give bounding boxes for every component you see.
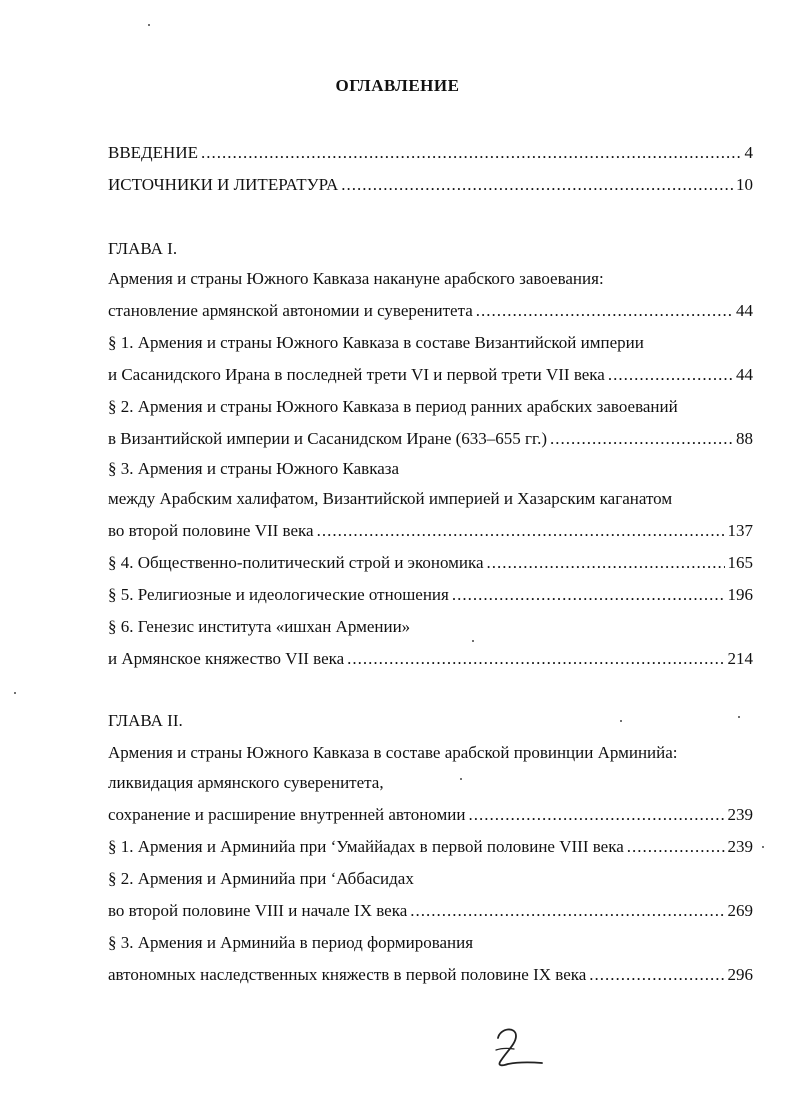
chapter-1-heading: ГЛАВА I. (108, 239, 178, 258)
toc-entry-ch1-s1[interactable] (108, 364, 753, 386)
scan-speck (620, 720, 622, 722)
toc-entry-sources[interactable] (108, 174, 753, 196)
toc-page-number: 239 (727, 805, 753, 824)
toc-page-number: 296 (727, 965, 753, 984)
dot-leader (550, 428, 733, 450)
toc-entry-text: автономных наследственных княжеств в первой половине IX века (108, 965, 587, 984)
toc-page-number: 214 (727, 649, 753, 668)
toc-entry-ch2-s3[interactable] (108, 964, 753, 986)
dot-leader (476, 300, 733, 322)
chapter-1-section-3-line: § 3. Армения и страны Южного Кавказа (108, 459, 400, 478)
handwritten-page-number (490, 1022, 550, 1072)
toc-entry-text: сохранение и расширение внутренней автономии (108, 805, 466, 824)
dot-leader (487, 552, 725, 574)
toc-page-number: 44 (736, 365, 753, 384)
scan-speck (738, 716, 740, 718)
toc-entry-introduction[interactable] (108, 142, 753, 164)
toc-page-number: 88 (736, 429, 753, 448)
chapter-2-section-2-line: § 2. Армения и Арминийа при ‘Аббасидах (108, 869, 414, 888)
toc-entry-text: § 1. Армения и Арминийа при ‘Умаййадах в первой половине VIII века (108, 837, 624, 856)
chapter-2-title-line: ликвидация армянского суверенитета, (108, 773, 384, 792)
chapter-1-title-line: Армения и страны Южного Кавказа накануне арабского завоевания: (108, 269, 604, 288)
chapter-2-title-line: Армения и страны Южного Кавказа в составе арабской провинции Арминийа: (108, 743, 678, 762)
toc-entry-ch1-s2[interactable] (108, 428, 753, 450)
toc-entry-text: и Армянское княжество VII века (108, 649, 345, 668)
dot-leader (201, 142, 742, 164)
toc-entry-ch1-s3[interactable] (108, 520, 753, 542)
scan-speck (14, 692, 16, 694)
toc-page-number: 196 (727, 585, 753, 604)
toc-page-number: 269 (727, 901, 753, 920)
dot-leader (452, 584, 725, 606)
toc-entry-text: ИСТОЧНИКИ И ЛИТЕРАТУРА (108, 175, 339, 194)
toc-entry-chapter-1[interactable] (108, 300, 753, 322)
toc-page-number: 10 (736, 175, 753, 194)
toc-entry-text: во второй половине VII века (108, 521, 314, 540)
toc-entry-ch1-s4[interactable] (108, 552, 753, 574)
toc-entry-ch2-s2[interactable] (108, 900, 753, 922)
toc-entry-ch1-s5[interactable] (108, 584, 753, 606)
dot-leader (589, 964, 724, 986)
dot-leader (317, 520, 725, 542)
chapter-1-section-1-line: § 1. Армения и страны Южного Кавказа в составе Византийской империи (108, 333, 644, 352)
chapter-2-section-3-line: § 3. Армения и Арминийа в период формирования (108, 933, 474, 952)
toc-entry-chapter-2[interactable] (108, 804, 753, 826)
dot-leader (410, 900, 724, 922)
dot-leader (341, 174, 733, 196)
toc-page-number: 137 (727, 521, 753, 540)
dot-leader (468, 804, 724, 826)
chapter-1-section-6-line: § 6. Генезис института «ишхан Армении» (108, 617, 411, 636)
dot-leader (627, 836, 725, 858)
toc-page-number: 44 (736, 301, 753, 320)
handwritten-stroke (496, 1048, 514, 1050)
toc-entry-text: в Византийской империи и Сасанидском Иране (633–655 гг.) (108, 429, 547, 448)
toc-entry-text: ВВЕДЕНИЕ (108, 143, 198, 162)
toc-entry-ch1-s6[interactable] (108, 648, 753, 670)
dot-leader (608, 364, 733, 386)
handwritten-stroke (498, 1029, 542, 1065)
scan-speck (762, 846, 764, 848)
scan-speck (460, 778, 462, 780)
toc-entry-text: § 5. Религиозные и идеологические отношения (108, 585, 449, 604)
toc-entry-text: во второй половине VIII и начале IX века (108, 901, 408, 920)
chapter-2-heading: ГЛАВА II. (108, 711, 183, 730)
toc-page-number: 4 (744, 143, 753, 162)
scan-speck (472, 640, 474, 642)
toc-entry-text: § 4. Общественно-политический строй и экономика (108, 553, 484, 572)
toc-page-number: 165 (727, 553, 753, 572)
toc-entry-ch2-s1[interactable] (108, 836, 753, 858)
chapter-1-section-3-line: между Арабским халифатом, Византийской империей и Хазарским каганатом (108, 489, 673, 508)
toc-page-number: 239 (727, 837, 753, 856)
dot-leader (347, 648, 724, 670)
page-title: ОГЛАВЛЕНИЕ (335, 76, 460, 95)
scan-speck (148, 24, 150, 26)
toc-entry-text: становление армянской автономии и суверенитета (108, 301, 473, 320)
toc-entry-text: и Сасанидского Ирана в последней трети VI и первой трети VII века (108, 365, 605, 384)
chapter-1-section-2-line: § 2. Армения и страны Южного Кавказа в период ранних арабских завоеваний (108, 397, 678, 416)
